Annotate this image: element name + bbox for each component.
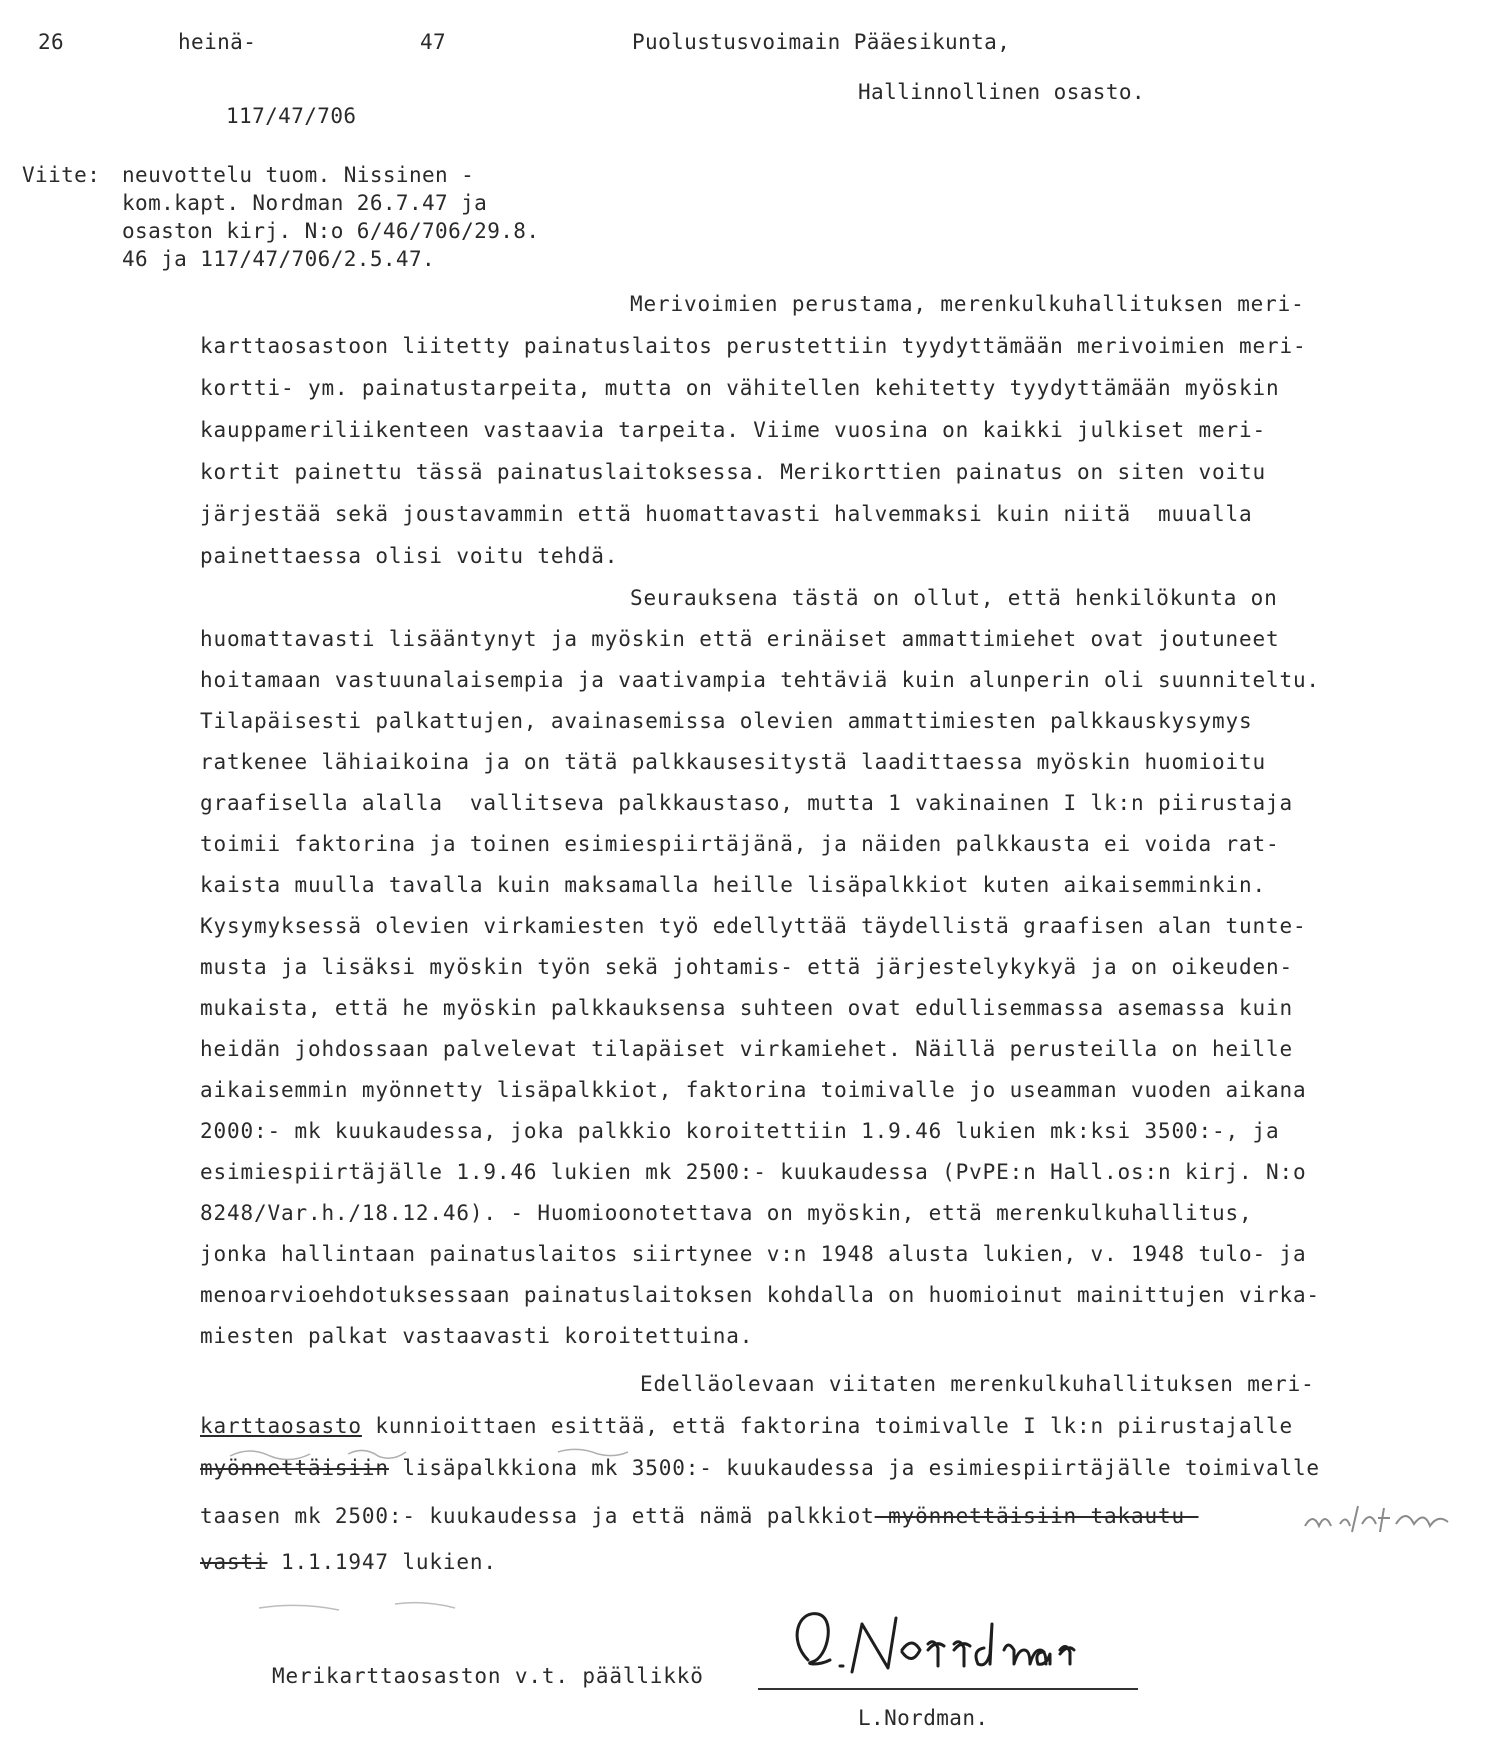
body-line-underlined (200, 1414, 1293, 1438)
reference-line: neuvottelu tuom. Nissinen - (122, 163, 475, 187)
body-line: Kysymyksessä olevien virkamiesten työ edellyttää täydellistä graafisen alan tunte- (200, 914, 1307, 938)
signature-title: Merikarttaosaston v.t. päällikkö (272, 1664, 704, 1688)
date-day: 26 (38, 30, 65, 54)
body-line: ratkenee lähiaikoina ja on tätä palkkausesitystä laadittaessa myöskin huomioitu (200, 750, 1266, 774)
body-line: kortit painettu tässä painatuslaitoksessa. Merikorttien painatus on siten voitu (200, 460, 1266, 484)
body-line: musta ja lisäksi myöskin työn sekä johtamis- että järjestelykykyä ja on oikeuden- (200, 955, 1293, 979)
body-line: huomattavasti lisääntynyt ja myöskin että erinäiset ammattimiehet ovat joutuneet (200, 627, 1280, 651)
organization-name: Puolustusvoimain Pääesikunta, (632, 30, 1011, 54)
body-line: painettaessa olisi voitu tehdä. (200, 544, 619, 568)
body-line: 2000:- mk kuukaudessa, joka palkkio koroitettiin 1.9.46 lukien mk:ksi 3500:-, ja (200, 1119, 1280, 1143)
struck-text: -myönnettäisiin takautu- (874, 1504, 1199, 1528)
pencil-annotation (228, 1440, 698, 1464)
body-line: 8248/Var.h./18.12.46). - Huomioonotettava on myöskin, että merenkulkuhallitus, (200, 1201, 1253, 1225)
body-line: esimiespiirtäjälle 1.9.46 lukien mk 2500:- kuukaudessa (PvPE:n Hall.os:n kirj. N:o (200, 1160, 1307, 1184)
body-line: aikaisemmin myönnetty lisäpalkkiot, faktorina toimivalle jo useamman vuoden aikana (200, 1078, 1307, 1102)
body-line: hoitamaan vastuunalaisempia ja vaativampia tehtäviä kuin alunperin oli suunniteltu. (200, 668, 1320, 692)
body-line: kaista muulla tavalla kuin maksamalla heille lisäpalkkiot kuten aikaisemminkin. (200, 873, 1266, 897)
reference-number: 117/47/706 (226, 104, 357, 128)
pencil-annotation (255, 1590, 515, 1620)
pencil-annotation (1300, 1486, 1480, 1546)
body-line: menoarvioehdotuksessaan painatuslaitoksen kohdalla on huomioinut mainittujen virka- (200, 1283, 1320, 1307)
body-line-rest: kunnioittaen esittää, että faktorina toimivalle I lk:n piirustajalle (361, 1414, 1293, 1438)
body-line: kortti- ym. painatustarpeita, mutta on vähitellen kehitetty tyydyttämään myöskin (200, 376, 1280, 400)
reference-line: 46 ja 117/47/706/2.5.47. (122, 247, 436, 271)
body-line: toimii faktorina ja toinen esimiespiirtäjänä, ja näiden palkkausta ei voida rat- (200, 832, 1280, 856)
reference-label: Viite: (22, 163, 101, 187)
body-line: kauppameriliikenteen vastaavia tarpeita. Viime vuosina on kaikki julkiset meri- (200, 418, 1266, 442)
body-line: Seurauksena tästä on ollut, että henkilökunta on (630, 586, 1278, 610)
body-line-start: taasen mk 2500:- kuukaudessa ja että nämä palkkiot (200, 1504, 875, 1528)
body-line: karttaosastoon liitetty painatuslaitos perustettiin tyydyttämään merivoimien meri- (200, 334, 1307, 358)
body-line: mukaista, että he myöskin palkkauksensa suhteen ovat edullisemmassa asemassa kuin (200, 996, 1293, 1020)
date-year: 47 (420, 30, 447, 54)
body-line (200, 1550, 497, 1574)
reference-line: osaston kirj. N:o 6/46/706/29.8. (122, 219, 540, 243)
signature-line (758, 1688, 1138, 1690)
body-line: Merivoimien perustama, merenkulkuhallituksen meri- (630, 292, 1305, 316)
handwritten-signature (778, 1600, 1078, 1690)
body-line: miesten palkat vastaavasti koroitettuina. (200, 1324, 754, 1348)
body-line: graafisella alalla vallitseva palkkaustaso, mutta 1 vakinainen I lk:n piirustaja (200, 791, 1293, 815)
body-line: jonka hallintaan painatuslaitos siirtynee v:n 1948 alusta lukien, v. 1948 tulo- ja (200, 1242, 1307, 1266)
body-line-rest: 1.1.1947 lukien. (267, 1550, 497, 1574)
body-line-rest: lisäpalkkiona mk 3500:- kuukaudessa ja esimiespiirtäjälle toimivalle (388, 1456, 1320, 1480)
reference-line: kom.kapt. Nordman 26.7.47 ja (122, 191, 488, 215)
struck-text: myönnettäisiin (200, 1456, 389, 1480)
struck-text: vasti (200, 1550, 268, 1574)
body-line: järjestää sekä joustavammin että huomattavasti halvemmaksi kuin niitä muualla (200, 502, 1253, 526)
body-line: Edelläolevaan viitaten merenkulkuhallituksen meri- (640, 1372, 1315, 1396)
body-line: heidän johdossaan palvelevat tilapäiset virkamiehet. Näillä perusteilla on heille (200, 1037, 1293, 1061)
date-month: heinä- (178, 30, 257, 54)
signer-name: L.Nordman. (858, 1706, 989, 1730)
body-line (200, 1504, 1199, 1528)
body-line: Tilapäisesti palkattujen, avainasemissa olevien ammattimiesten palkkauskysymys (200, 709, 1253, 733)
department-name: Hallinnollinen osasto. (858, 80, 1145, 104)
underlined-word: karttaosasto (200, 1414, 362, 1438)
